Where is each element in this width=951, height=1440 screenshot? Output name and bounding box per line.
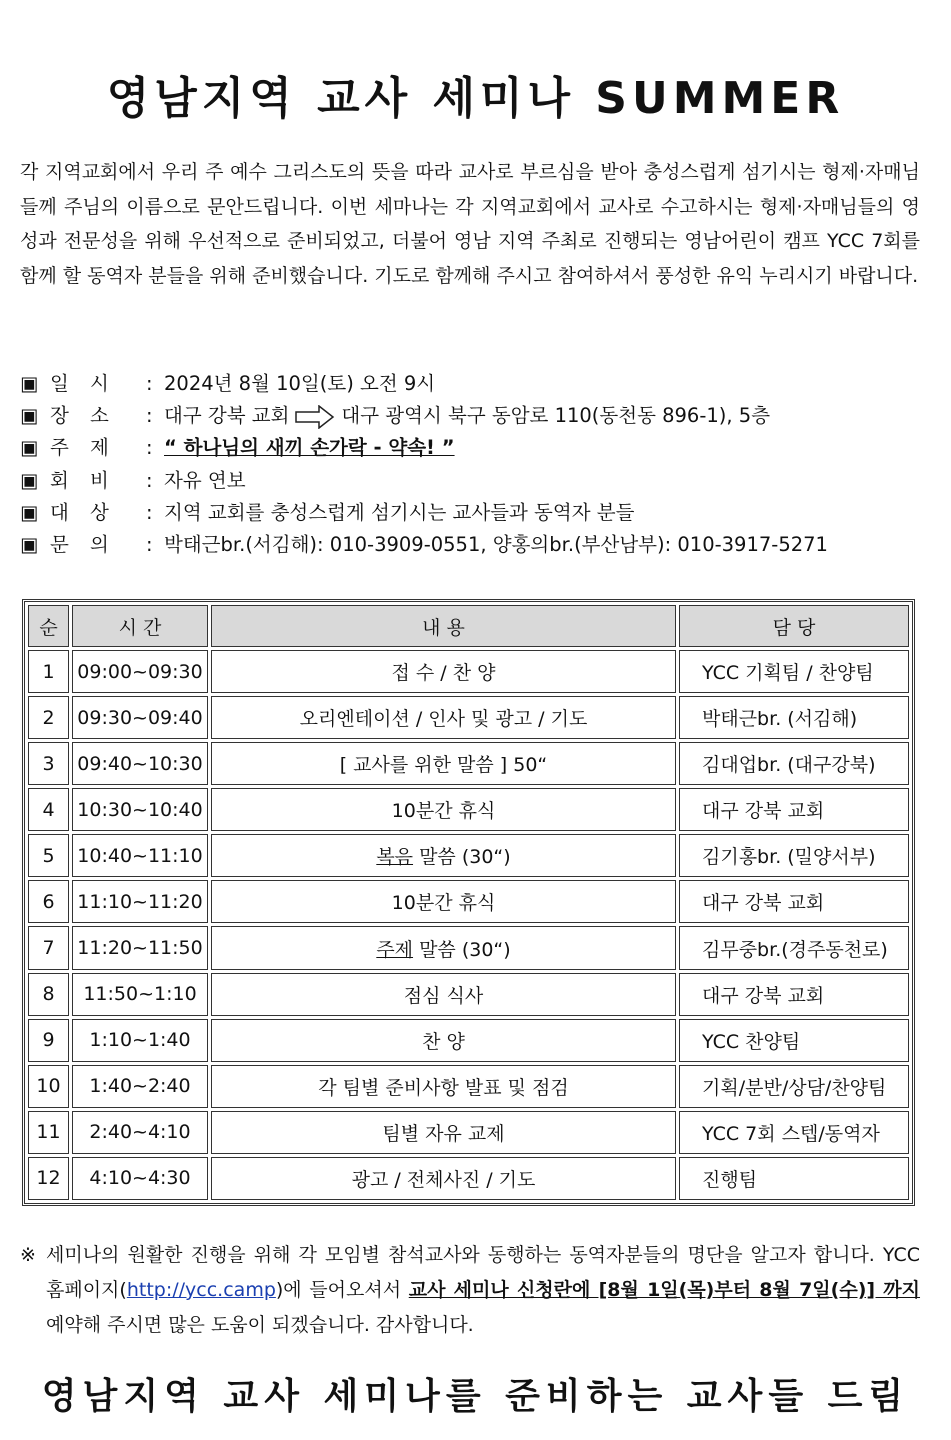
row-no: 1	[28, 650, 69, 693]
content-rest: 말씀 (30“)	[413, 938, 511, 961]
footer-signature: 영남지역 교사 세미나를 준비하는 교사들 드림	[41, 1376, 910, 1417]
row-time: 10:40~11:10	[72, 834, 208, 877]
square-bullet-icon: ▣	[20, 500, 39, 524]
row-content: 10분간 휴식	[211, 880, 676, 923]
row-manager: 대구 강북 교회	[679, 880, 909, 923]
table-row	[28, 926, 909, 969]
info-label: 문 의	[50, 532, 109, 556]
homepage-link[interactable]: http://ycc.camp	[126, 1279, 276, 1301]
table-row	[28, 650, 909, 693]
row-no: 2	[28, 696, 69, 739]
table-row	[28, 742, 909, 785]
info-label: 주 제	[50, 436, 109, 460]
col-header-manager: 담 당	[679, 605, 909, 647]
theme-value: “ 하나님의 새끼 손가락 - 약속! ”	[164, 436, 455, 460]
info-contact: ▣ 문 의 : 박태근br.(서김해): 010-3909-0551, 양홍의br.(부산남부): 010-3917-5271	[20, 529, 930, 561]
row-time: 11:10~11:20	[72, 880, 208, 923]
row-content: 광고 / 전체사진 / 기도	[211, 1157, 676, 1200]
row-no: 9	[28, 1019, 69, 1062]
row-no: 11	[28, 1111, 69, 1154]
table-row	[28, 1157, 909, 1200]
row-time: 1:10~1:40	[72, 1019, 208, 1062]
row-content: 찬 양	[211, 1019, 676, 1062]
row-manager: YCC 7회 스텝/동역자	[679, 1111, 909, 1154]
square-bullet-icon: ▣	[20, 436, 39, 460]
info-datetime: ▣ 일 시 : 2024년 8월 10일(토) 오전 9시	[20, 368, 930, 400]
row-manager: YCC 기획팀 / 찬양팀	[679, 650, 909, 693]
row-content: 오리엔테이션 / 인사 및 광고 / 기도	[211, 696, 676, 739]
schedule-table	[22, 599, 915, 1206]
table-row	[28, 788, 909, 831]
row-time: 4:10~4:30	[72, 1157, 208, 1200]
table-row	[28, 1111, 909, 1154]
square-bullet-icon: ▣	[20, 532, 39, 556]
row-time: 1:40~2:40	[72, 1065, 208, 1108]
content-underlined: 주제	[376, 938, 414, 961]
col-header-no: 순	[28, 605, 69, 647]
row-manager: YCC 찬양팀	[679, 1019, 909, 1062]
info-target: ▣ 대 상 : 지역 교회를 충성스럽게 섬기시는 교사들과 동역자 분들	[20, 497, 930, 529]
row-content: 접 수 / 찬 양	[211, 650, 676, 693]
table-row	[28, 880, 909, 923]
row-time: 10:30~10:40	[72, 788, 208, 831]
row-manager: 김기홍br. (밀양서부)	[679, 834, 909, 877]
row-time: 09:30~09:40	[72, 696, 208, 739]
row-no: 8	[28, 973, 69, 1016]
page-title: 영남지역 교사 세미나 SUMMER	[106, 73, 845, 124]
row-no: 10	[28, 1065, 69, 1108]
square-bullet-icon: ▣	[20, 372, 39, 395]
table-row	[28, 834, 909, 877]
row-content: 점심 식사	[211, 973, 676, 1016]
info-label: 장 소	[50, 404, 109, 428]
table-row	[28, 1019, 909, 1062]
info-label: 대 상	[50, 500, 109, 524]
col-header-content: 내 용	[211, 605, 676, 647]
info-value: 2024년 8월 10일(토) 오전 9시	[164, 372, 436, 395]
row-no: 7	[28, 926, 69, 969]
row-time: 11:50~1:10	[72, 973, 208, 1016]
place-to: 대구 광역시 북구 동암로 110(동천동 896-1), 5층	[341, 404, 771, 428]
square-bullet-icon: ▣	[20, 468, 39, 492]
info-fee: ▣ 회 비 : 자유 연보	[20, 465, 930, 497]
row-no: 6	[28, 880, 69, 923]
row-manager: 대구 강북 교회	[679, 788, 909, 831]
row-no: 12	[28, 1157, 69, 1200]
row-content: [ 교사를 위한 말씀 ] 50“	[211, 742, 676, 785]
row-manager: 김무중br.(경주동천로)	[679, 926, 909, 969]
row-time: 09:40~10:30	[72, 742, 208, 785]
info-label: 일 시	[50, 372, 109, 395]
row-manager: 김대업br. (대구강북)	[679, 742, 909, 785]
content-rest: 말씀 (30“)	[413, 846, 511, 869]
info-value: 지역 교회를 충성스럽게 섬기시는 교사들과 동역자 분들	[164, 500, 635, 524]
row-content: 10분간 휴식	[211, 788, 676, 831]
right-arrow-icon	[295, 405, 335, 429]
place-from: 대구 강북 교회	[164, 404, 290, 428]
row-content	[211, 834, 676, 877]
note-text: 세미나의 원활한 진행을 위해 각 모임별 참석교사와 동행하는 동역자분들의 명단을 알고자 합니다. YCC 홈페이지(http://ycc.camp)에 들어오셔서 교사 세미나 신청란에 [8월 1일(목)부터 8월 7일(수)] 까지 예약해 주시면 많은 도움이 되겠습니다. 감사합니다.	[46, 1244, 921, 1336]
row-content: 팀별 자유 교제	[211, 1111, 676, 1154]
row-content: 각 팀별 준비사항 발표 및 점검	[211, 1065, 676, 1108]
row-content	[211, 926, 676, 969]
info-value: 자유 연보	[164, 468, 246, 492]
content-underlined: 복음	[376, 846, 414, 869]
row-time: 09:00~09:30	[72, 650, 208, 693]
row-manager: 대구 강북 교회	[679, 973, 909, 1016]
info-value: 박태근br.(서김해): 010-3909-0551, 양홍의br.(부산남부): 010-3917-5271	[164, 532, 828, 556]
col-header-time: 시 간	[72, 605, 208, 647]
square-bullet-icon: ▣	[20, 404, 39, 428]
row-manager: 박태근br. (서김해)	[679, 696, 909, 739]
info-label: 회 비	[50, 468, 109, 492]
info-place: ▣ 장 소 : 대구 강북 교회 대구 광역시 북구 동암로 110(동천동 896-1), 5층	[20, 400, 930, 432]
table-row	[28, 973, 909, 1016]
reference-mark: ※	[20, 1244, 36, 1266]
table-header-row	[28, 605, 909, 647]
row-no: 5	[28, 834, 69, 877]
intro-paragraph: 각 지역교회에서 우리 주 예수 그리스도의 뜻을 따라 교사로 부르심을 받아 충성스럽게 섬기시는 형제·자매님들께 주님의 이름으로 문안드립니다. 이번 세마나는 각 지역교회에서 교사로 수고하시는 형제·자매님들의 영성과 전문성을 위해 우선적으로 준비되었고, 더불어 영남 지역 주최로 진행되는 영남어린이 캠프 YCC 7회를 함께 할 동역자 분들을 위해 준비했습니다. 기도로 함께해 주시고 참여하셔서 풍성한 유익 누리시기 바랍니다.	[20, 161, 920, 287]
row-manager: 기획/분반/상담/찬양팀	[679, 1065, 909, 1108]
row-no: 3	[28, 742, 69, 785]
row-manager: 진행팀	[679, 1157, 909, 1200]
registration-period: 교사 세미나 신청란에 [8월 1일(목)부터 8월 7일(수)] 까지	[408, 1279, 921, 1301]
table-row	[28, 696, 909, 739]
info-theme: ▣ 주 제 : “ 하나님의 새끼 손가락 - 약속! ”	[20, 432, 930, 464]
row-no: 4	[28, 788, 69, 831]
table-row	[28, 1065, 909, 1108]
registration-note	[20, 1238, 920, 1343]
row-time: 2:40~4:10	[72, 1111, 208, 1154]
row-time: 11:20~11:50	[72, 926, 208, 969]
info-list	[20, 368, 930, 561]
